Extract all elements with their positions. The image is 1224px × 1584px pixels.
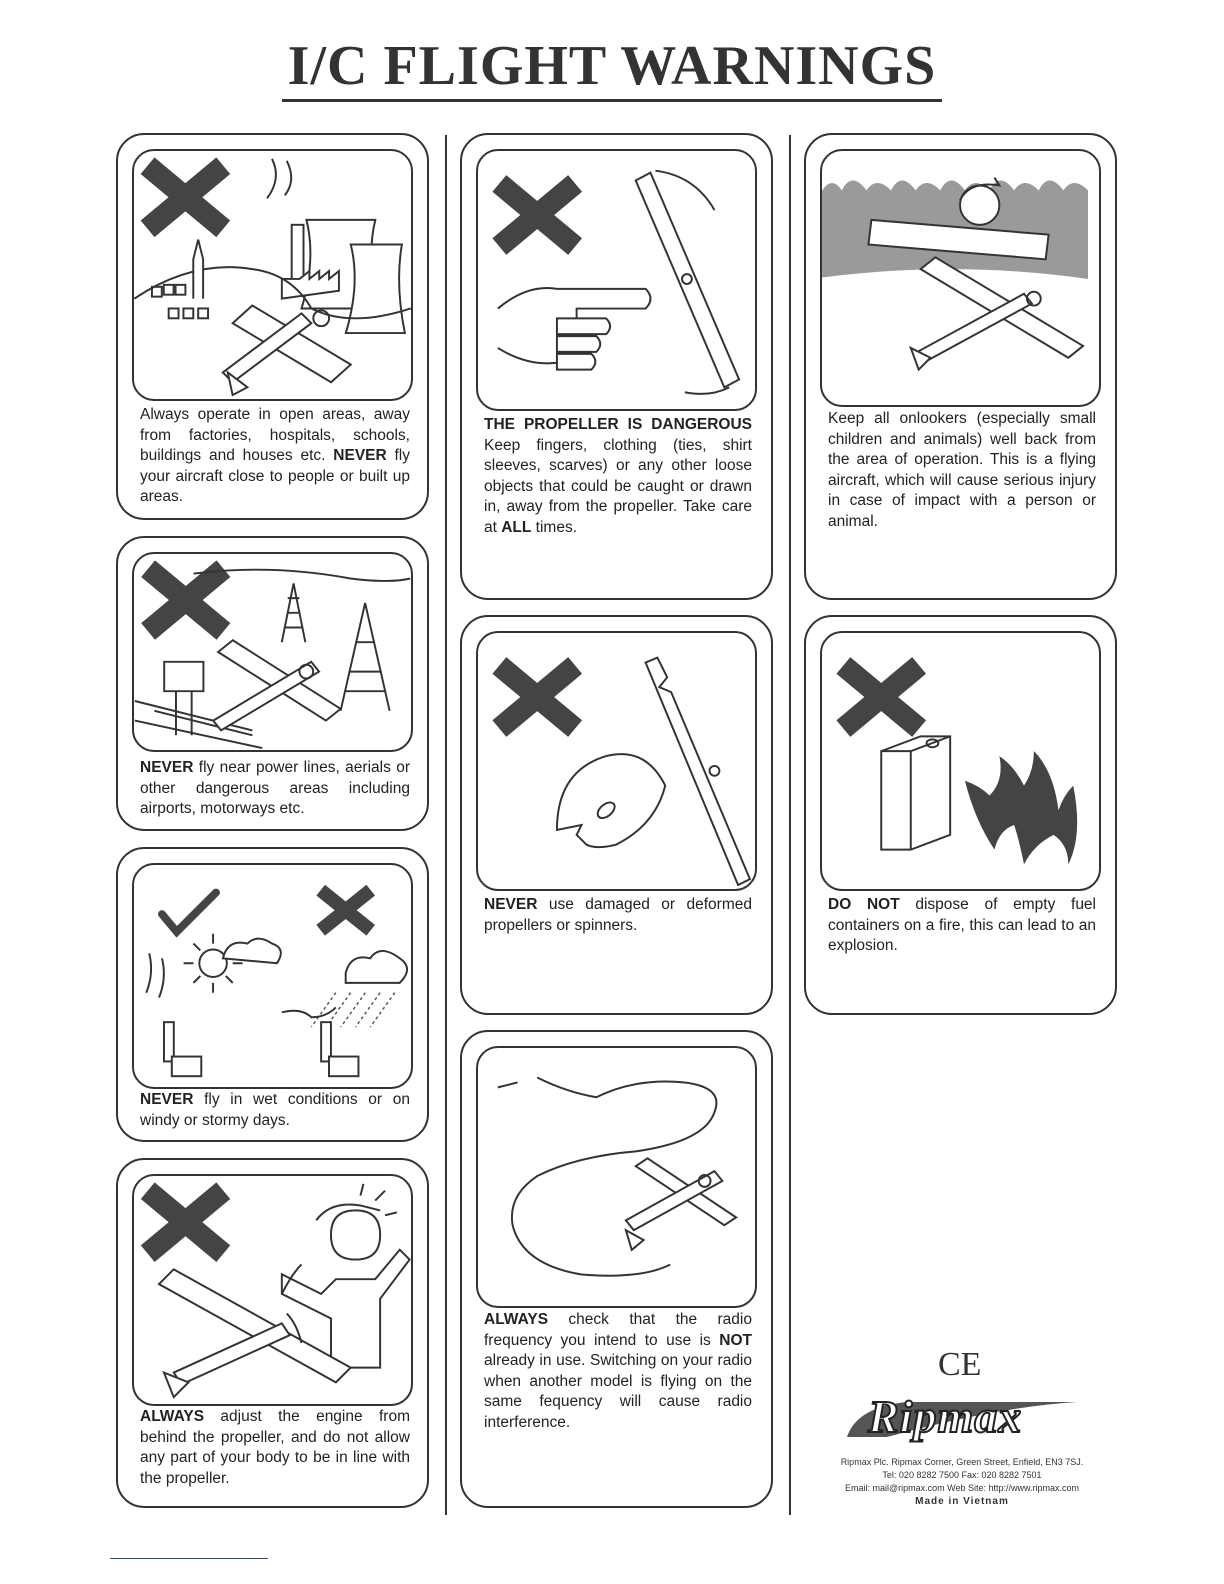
company-footer [822, 1456, 1102, 1508]
logo-text: Ripmax [868, 1391, 1023, 1442]
person-plane-icon [134, 1176, 411, 1404]
card-text-5b: times. [531, 518, 578, 536]
card-bold-5a: THE PROPELLER IS DANGEROUS [484, 416, 752, 433]
factory-plane-icon [134, 151, 411, 399]
card-text-2: fly near power lines, aerials or other dangerous areas including airports, motorways etc. [140, 759, 410, 817]
fuel-fire-illustration [820, 631, 1101, 891]
bottom-rule [110, 1558, 268, 1559]
warning-card-open-areas [116, 133, 429, 520]
warning-card-radio-frequency [460, 1030, 773, 1508]
card-text [828, 895, 1096, 957]
card-bold-7a: ALWAYS [484, 1311, 549, 1328]
card-text [484, 895, 752, 936]
adjust-engine-illustration [132, 1174, 413, 1406]
card-text [828, 409, 1096, 532]
card-text-7b: already in use. Switching on your radio when another model is flying on the same fequency will cause radio interference. [484, 1352, 752, 1431]
pylon-plane-icon [134, 554, 411, 750]
card-text-3: fly in wet conditions or on windy or stormy days. [140, 1091, 410, 1129]
page-title-text: I/C FLIGHT WARNINGS [282, 35, 943, 102]
warning-card-fuel-fire [804, 615, 1117, 1015]
card-text-9: dispose of empty fuel containers on a fire, this can lead to an explosion. [828, 896, 1096, 954]
ce-mark: CE [938, 1346, 982, 1383]
card-bold-5b: ALL [501, 518, 532, 536]
card-text [140, 1090, 410, 1131]
card-text [484, 1310, 752, 1433]
broken-propeller-icon [478, 633, 755, 889]
open-areas-illustration [132, 149, 413, 401]
warning-card-propeller-dangerous [460, 133, 773, 600]
card-bold-2: NEVER [140, 759, 194, 776]
damaged-propeller-illustration [476, 631, 757, 891]
power-lines-illustration [132, 552, 413, 752]
card-text-8: Keep all onlookers (especially small children and animals) well back from the area of operation. This is a flying aircraft, which will cause serious injury in case of impact with a person or animal. [828, 410, 1096, 530]
card-text [140, 405, 410, 508]
warning-card-weather [116, 847, 429, 1142]
footer-origin: Made in Vietnam [915, 1496, 1009, 1507]
card-text-6: use damaged or deformed propellers or spinners. [484, 896, 752, 934]
card-text-7a: check that the radio frequency you intend to use is [484, 1311, 752, 1349]
card-bold-3: NEVER [140, 1091, 194, 1108]
weather-illustration [132, 863, 413, 1089]
footer-address: Ripmax Plc. Ripmax Corner, Green Street, Enfield, EN3 7SJ. [840, 1457, 1084, 1467]
fuel-can-fire-icon [822, 633, 1099, 889]
card-text-5a: Keep fingers, clothing (ties, shirt sleeves, scarves) or any other loose objects that could be caught or drawn in, away from the propeller. Take care at [484, 436, 752, 536]
warning-card-power-lines [116, 536, 429, 831]
page-title [0, 34, 1224, 98]
warning-card-onlookers [804, 133, 1117, 600]
ripmax-logo [842, 1392, 1087, 1442]
card-bold-1b: NEVER [333, 447, 387, 464]
card-text [140, 1407, 410, 1489]
sun-rain-icon [134, 865, 411, 1087]
card-text [140, 758, 410, 820]
card-bold-9: DO NOT [828, 896, 900, 913]
card-bold-7b: NOT [719, 1331, 752, 1349]
hand-propeller-icon [478, 151, 755, 409]
card-bold-6: NEVER [484, 896, 538, 913]
card-bold-4: ALWAYS [140, 1408, 205, 1425]
column-divider-1 [445, 135, 447, 1515]
footer-phone: Tel: 020 8282 7500 Fax: 020 8282 7501 [882, 1470, 1042, 1480]
card-text-1a: Always operate in open areas, away from factories, hospitals, schools, buildings and houses etc. [140, 406, 410, 464]
onlookers-illustration [820, 149, 1101, 407]
card-text-4: adjust the engine from behind the propeller, and do not allow any part of your body to be in line with the propeller. [140, 1408, 410, 1487]
radio-frequency-illustration [476, 1046, 757, 1308]
card-text-1b: fly your aircraft close to people or built up areas. [140, 447, 411, 505]
footer-contact: Email: mail@ripmax.com Web Site: http://www.ripmax.com [844, 1483, 1080, 1493]
column-divider-2 [789, 135, 791, 1515]
warning-card-adjust-engine [116, 1158, 429, 1508]
propeller-hand-illustration [476, 149, 757, 411]
warning-card-damaged-propellers [460, 615, 773, 1015]
flying-plane-icon [478, 1048, 755, 1306]
card-text [484, 415, 752, 538]
crowd-plane-icon [822, 151, 1099, 405]
